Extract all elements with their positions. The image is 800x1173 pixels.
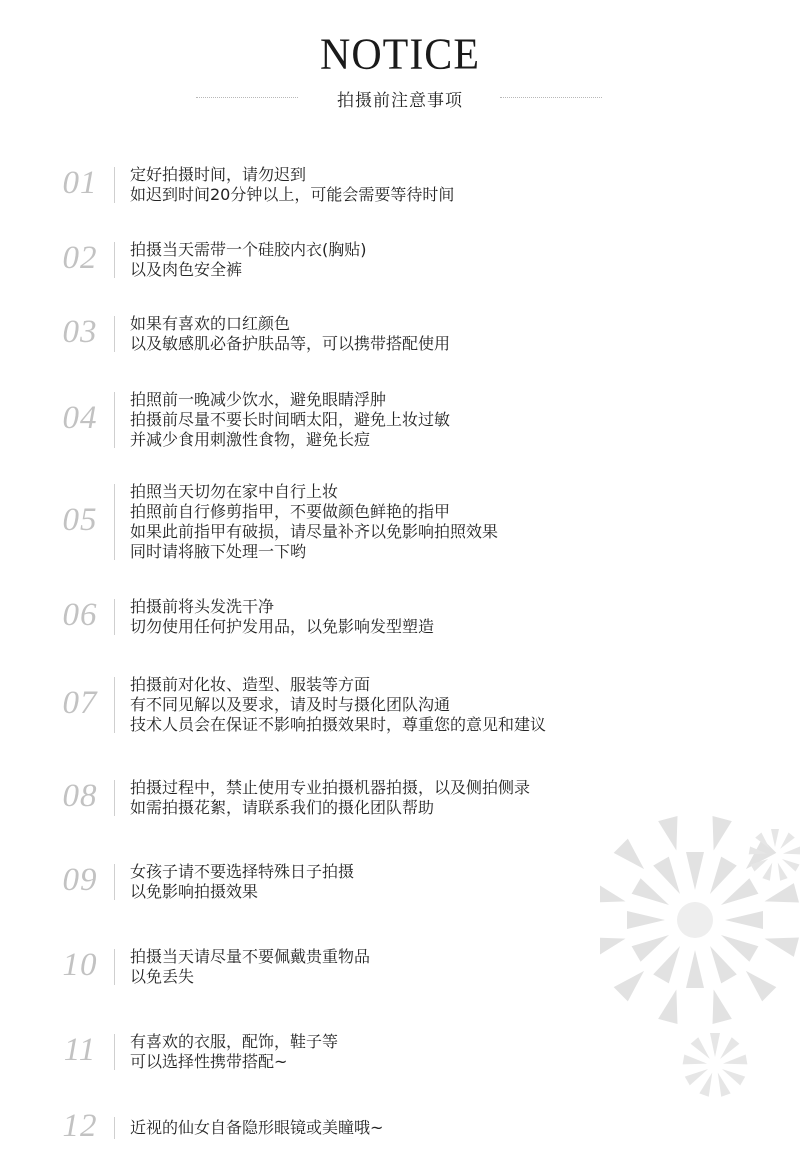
item-text-block	[130, 778, 530, 818]
item-text-line: 技术人员会在保证不影响拍摄效果时，尊重您的意见和建议	[130, 715, 547, 734]
item-text-line: 有不同见解以及要求，请及时与摄化团队沟通	[130, 695, 451, 714]
item-text-line: 如需拍摄花絮，请联系我们的摄化团队帮助	[130, 798, 435, 817]
item-text-line: 并减少食用刺激性食物，避免长痘	[130, 430, 371, 449]
item-text-line: 近视的仙女自备隐形眼镜或美瞳哦~	[130, 1118, 384, 1137]
item-divider-bar	[114, 864, 115, 900]
item-number: 05	[62, 502, 98, 538]
item-text-line: 拍摄当天需带一个硅胶内衣(胸贴)	[130, 240, 367, 259]
item-text-line: 以免影响拍摄效果	[130, 882, 259, 901]
item-number: 03	[62, 314, 98, 350]
item-text-line: 切勿使用任何护发用品，以免影响发型塑造	[130, 617, 435, 636]
dotted-divider-right	[500, 97, 602, 98]
item-text-line: 拍照前一晚减少饮水，避免眼睛浮肿	[130, 390, 387, 409]
item-text-line: 如果此前指甲有破损，请尽量补齐以免影响拍照效果	[130, 522, 499, 541]
item-text-line: 同时请将腋下处理一下哟	[130, 542, 307, 561]
item-number: 08	[62, 778, 98, 814]
item-text-block	[130, 390, 450, 450]
item-text-block	[130, 675, 546, 735]
item-text-line: 以及敏感肌必备护肤品等，可以携带搭配使用	[130, 334, 451, 353]
item-number: 09	[62, 862, 98, 898]
item-text-block	[130, 1032, 338, 1072]
item-text-block	[130, 314, 450, 354]
page-title: NOTICE	[320, 30, 480, 80]
item-text-line: 拍摄过程中，禁止使用专业拍摄机器拍摄，以及侧拍侧录	[130, 778, 531, 797]
subtitle-row	[0, 86, 800, 110]
item-text-line: 拍摄当天请尽量不要佩戴贵重物品	[130, 947, 371, 966]
item-text-line: 以及肉色安全裤	[130, 260, 243, 279]
item-number: 02	[62, 240, 98, 276]
item-text-line: 拍摄前尽量不要长时间晒太阳，避免上妆过敏	[130, 410, 451, 429]
item-text-line: 如迟到时间20分钟以上，可能会需要等待时间	[130, 185, 455, 204]
floral-pattern-decoration	[600, 800, 800, 1120]
item-text-line: 女孩子请不要选择特殊日子拍摄	[130, 862, 355, 881]
item-number: 06	[62, 597, 98, 633]
item-number: 10	[62, 947, 98, 983]
item-number: 11	[63, 1032, 97, 1068]
item-text-line: 拍摄前将头发洗干净	[130, 597, 275, 616]
item-divider-bar	[114, 1034, 115, 1070]
page-subtitle: 拍摄前注意事项	[337, 91, 463, 111]
item-number: 01	[62, 165, 98, 201]
item-divider-bar	[114, 167, 115, 203]
item-text-block	[130, 597, 434, 637]
item-number: 04	[62, 400, 98, 436]
item-divider-bar	[114, 392, 115, 448]
header	[0, 30, 800, 80]
item-text-block	[130, 947, 370, 987]
item-text-block	[130, 1118, 383, 1138]
item-divider-bar	[114, 1117, 115, 1139]
item-text-block	[130, 482, 498, 562]
item-text-line: 拍照前自行修剪指甲，不要做颜色鲜艳的指甲	[130, 502, 451, 521]
item-number: 12	[62, 1108, 98, 1144]
item-divider-bar	[114, 242, 115, 278]
item-text-line: 如果有喜欢的口红颜色	[130, 314, 291, 333]
item-text-line: 有喜欢的衣服，配饰，鞋子等	[130, 1032, 339, 1051]
item-divider-bar	[114, 780, 115, 816]
item-text-line: 以免丢失	[130, 967, 195, 986]
item-divider-bar	[114, 599, 115, 635]
item-divider-bar	[114, 677, 115, 733]
item-text-line: 可以选择性携带搭配~	[130, 1052, 288, 1071]
item-divider-bar	[114, 949, 115, 985]
item-divider-bar	[114, 484, 115, 560]
item-text-block	[130, 165, 454, 205]
item-number: 07	[62, 685, 98, 721]
item-text-line: 拍照当天切勿在家中自行上妆	[130, 482, 339, 501]
item-text-block	[130, 862, 354, 902]
item-divider-bar	[114, 316, 115, 352]
item-text-line: 拍摄前对化妆、造型、服装等方面	[130, 675, 371, 694]
item-text-block	[130, 240, 367, 280]
item-text-line: 定好拍摄时间，请勿迟到	[130, 165, 307, 184]
